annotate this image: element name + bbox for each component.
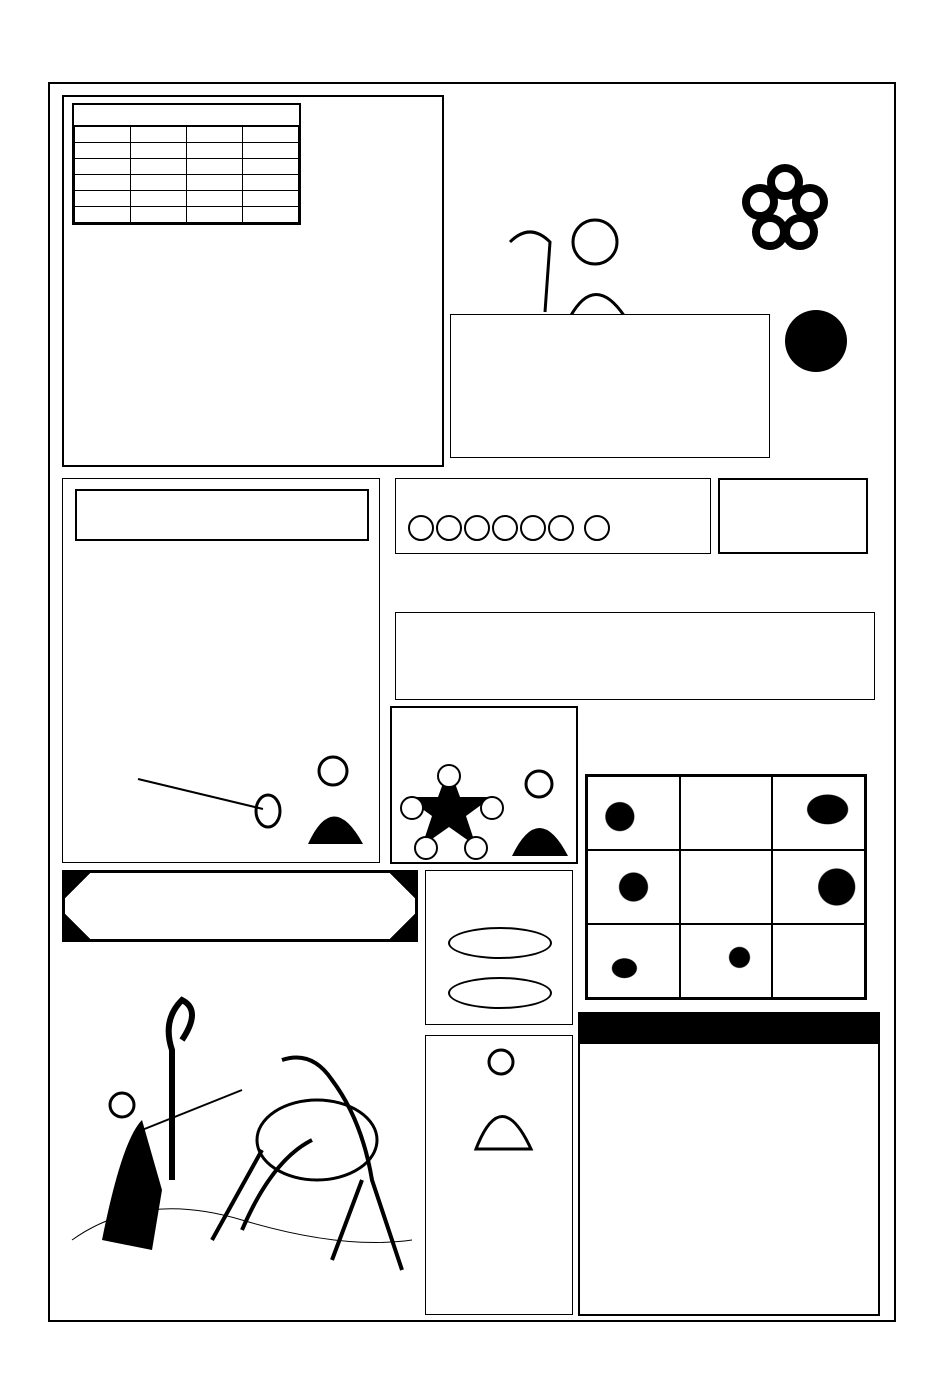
test-code-ball — [520, 515, 546, 541]
send-code-ball — [480, 796, 504, 820]
trend-cell — [131, 191, 187, 207]
send-code-ball — [400, 796, 424, 820]
trend-cell — [75, 159, 131, 175]
trend-cell — [75, 175, 131, 191]
puzzle-tile — [680, 776, 773, 850]
trend-cell — [187, 175, 243, 191]
send-code-ball — [437, 764, 461, 788]
trend-section — [62, 95, 444, 467]
trend-header — [187, 127, 243, 143]
blank-panel — [450, 314, 770, 458]
single-option-pill — [448, 977, 552, 1009]
poem-title-box — [75, 489, 369, 541]
test-code-ball — [548, 515, 574, 541]
results-section — [578, 1012, 880, 1316]
flower-logo-icon — [740, 162, 830, 252]
trend-header — [75, 127, 131, 143]
trend-cell — [75, 143, 131, 159]
poem-body — [139, 591, 157, 781]
special-code-ball — [584, 515, 610, 541]
test-code-ball — [408, 515, 434, 541]
test-code-ball — [492, 515, 518, 541]
bottom-border-strip — [14, 1327, 914, 1355]
table-row — [75, 159, 299, 175]
results-title-bar — [580, 1014, 878, 1044]
trend-cell — [187, 207, 243, 223]
puzzle-tile — [680, 924, 773, 998]
table-row — [75, 143, 299, 159]
trend-cell — [243, 159, 299, 175]
trend-table-title — [74, 105, 299, 126]
table-row — [75, 175, 299, 191]
puzzle-tile — [680, 850, 773, 924]
trend-cell — [243, 207, 299, 223]
poem-section — [62, 478, 380, 863]
results-rows — [580, 1044, 878, 1047]
boy-poem-body — [466, 1164, 478, 1309]
trend-cell — [131, 207, 187, 223]
horse-and-man-illustration — [62, 990, 418, 1320]
send-code-ball — [414, 836, 438, 860]
table-row — [75, 207, 299, 223]
top-border-strip — [14, 44, 884, 72]
zodiac-puzzle-grid — [585, 774, 867, 1000]
trend-header — [243, 127, 299, 143]
trend-cell — [243, 143, 299, 159]
recommend-section — [395, 612, 875, 700]
trend-cell — [75, 207, 131, 223]
trend-cell — [243, 191, 299, 207]
right-border-strip — [902, 52, 928, 1322]
analysis-text-bottom — [72, 315, 440, 465]
puzzle-tile — [772, 924, 865, 998]
table-row — [75, 191, 299, 207]
logo-section — [450, 92, 890, 464]
this-special-section — [425, 870, 573, 1025]
trend-cell — [187, 143, 243, 159]
puzzle-tile — [772, 850, 865, 924]
trend-cell — [131, 175, 187, 191]
trend-cell — [187, 191, 243, 207]
special-code-section — [583, 706, 875, 1006]
boy-scroll-icon — [293, 749, 373, 849]
trend-cell — [131, 159, 187, 175]
puzzle-tile — [587, 776, 680, 850]
test-code-ball — [464, 515, 490, 541]
test-code-balls — [408, 515, 612, 541]
trend-header — [131, 127, 187, 143]
puzzle-tile — [772, 776, 865, 850]
scroll-icon — [133, 769, 283, 829]
test-code-ball — [436, 515, 462, 541]
trend-cell — [131, 143, 187, 159]
fortune-section — [62, 870, 422, 1320]
fortune-title-box — [62, 870, 418, 942]
boy-figure-icon — [500, 212, 650, 317]
next-draw-box — [718, 478, 868, 554]
boy-figure-icon — [456, 1044, 546, 1154]
trend-table-wrap — [72, 103, 301, 225]
test-code-section — [395, 478, 711, 554]
puzzle-tile — [587, 924, 680, 998]
big-option-pill — [448, 927, 552, 959]
trend-cell — [243, 175, 299, 191]
boy-figure-icon — [504, 764, 574, 860]
boy-poem-section — [425, 1035, 573, 1315]
left-border-strip — [12, 52, 36, 1322]
analysis-text-right — [302, 103, 442, 308]
send-code-section — [390, 706, 578, 864]
trend-cell — [75, 191, 131, 207]
trend-table — [74, 126, 299, 223]
issue-badge — [785, 310, 847, 372]
puzzle-tile — [587, 850, 680, 924]
send-code-ball — [464, 836, 488, 860]
trend-cell — [187, 159, 243, 175]
